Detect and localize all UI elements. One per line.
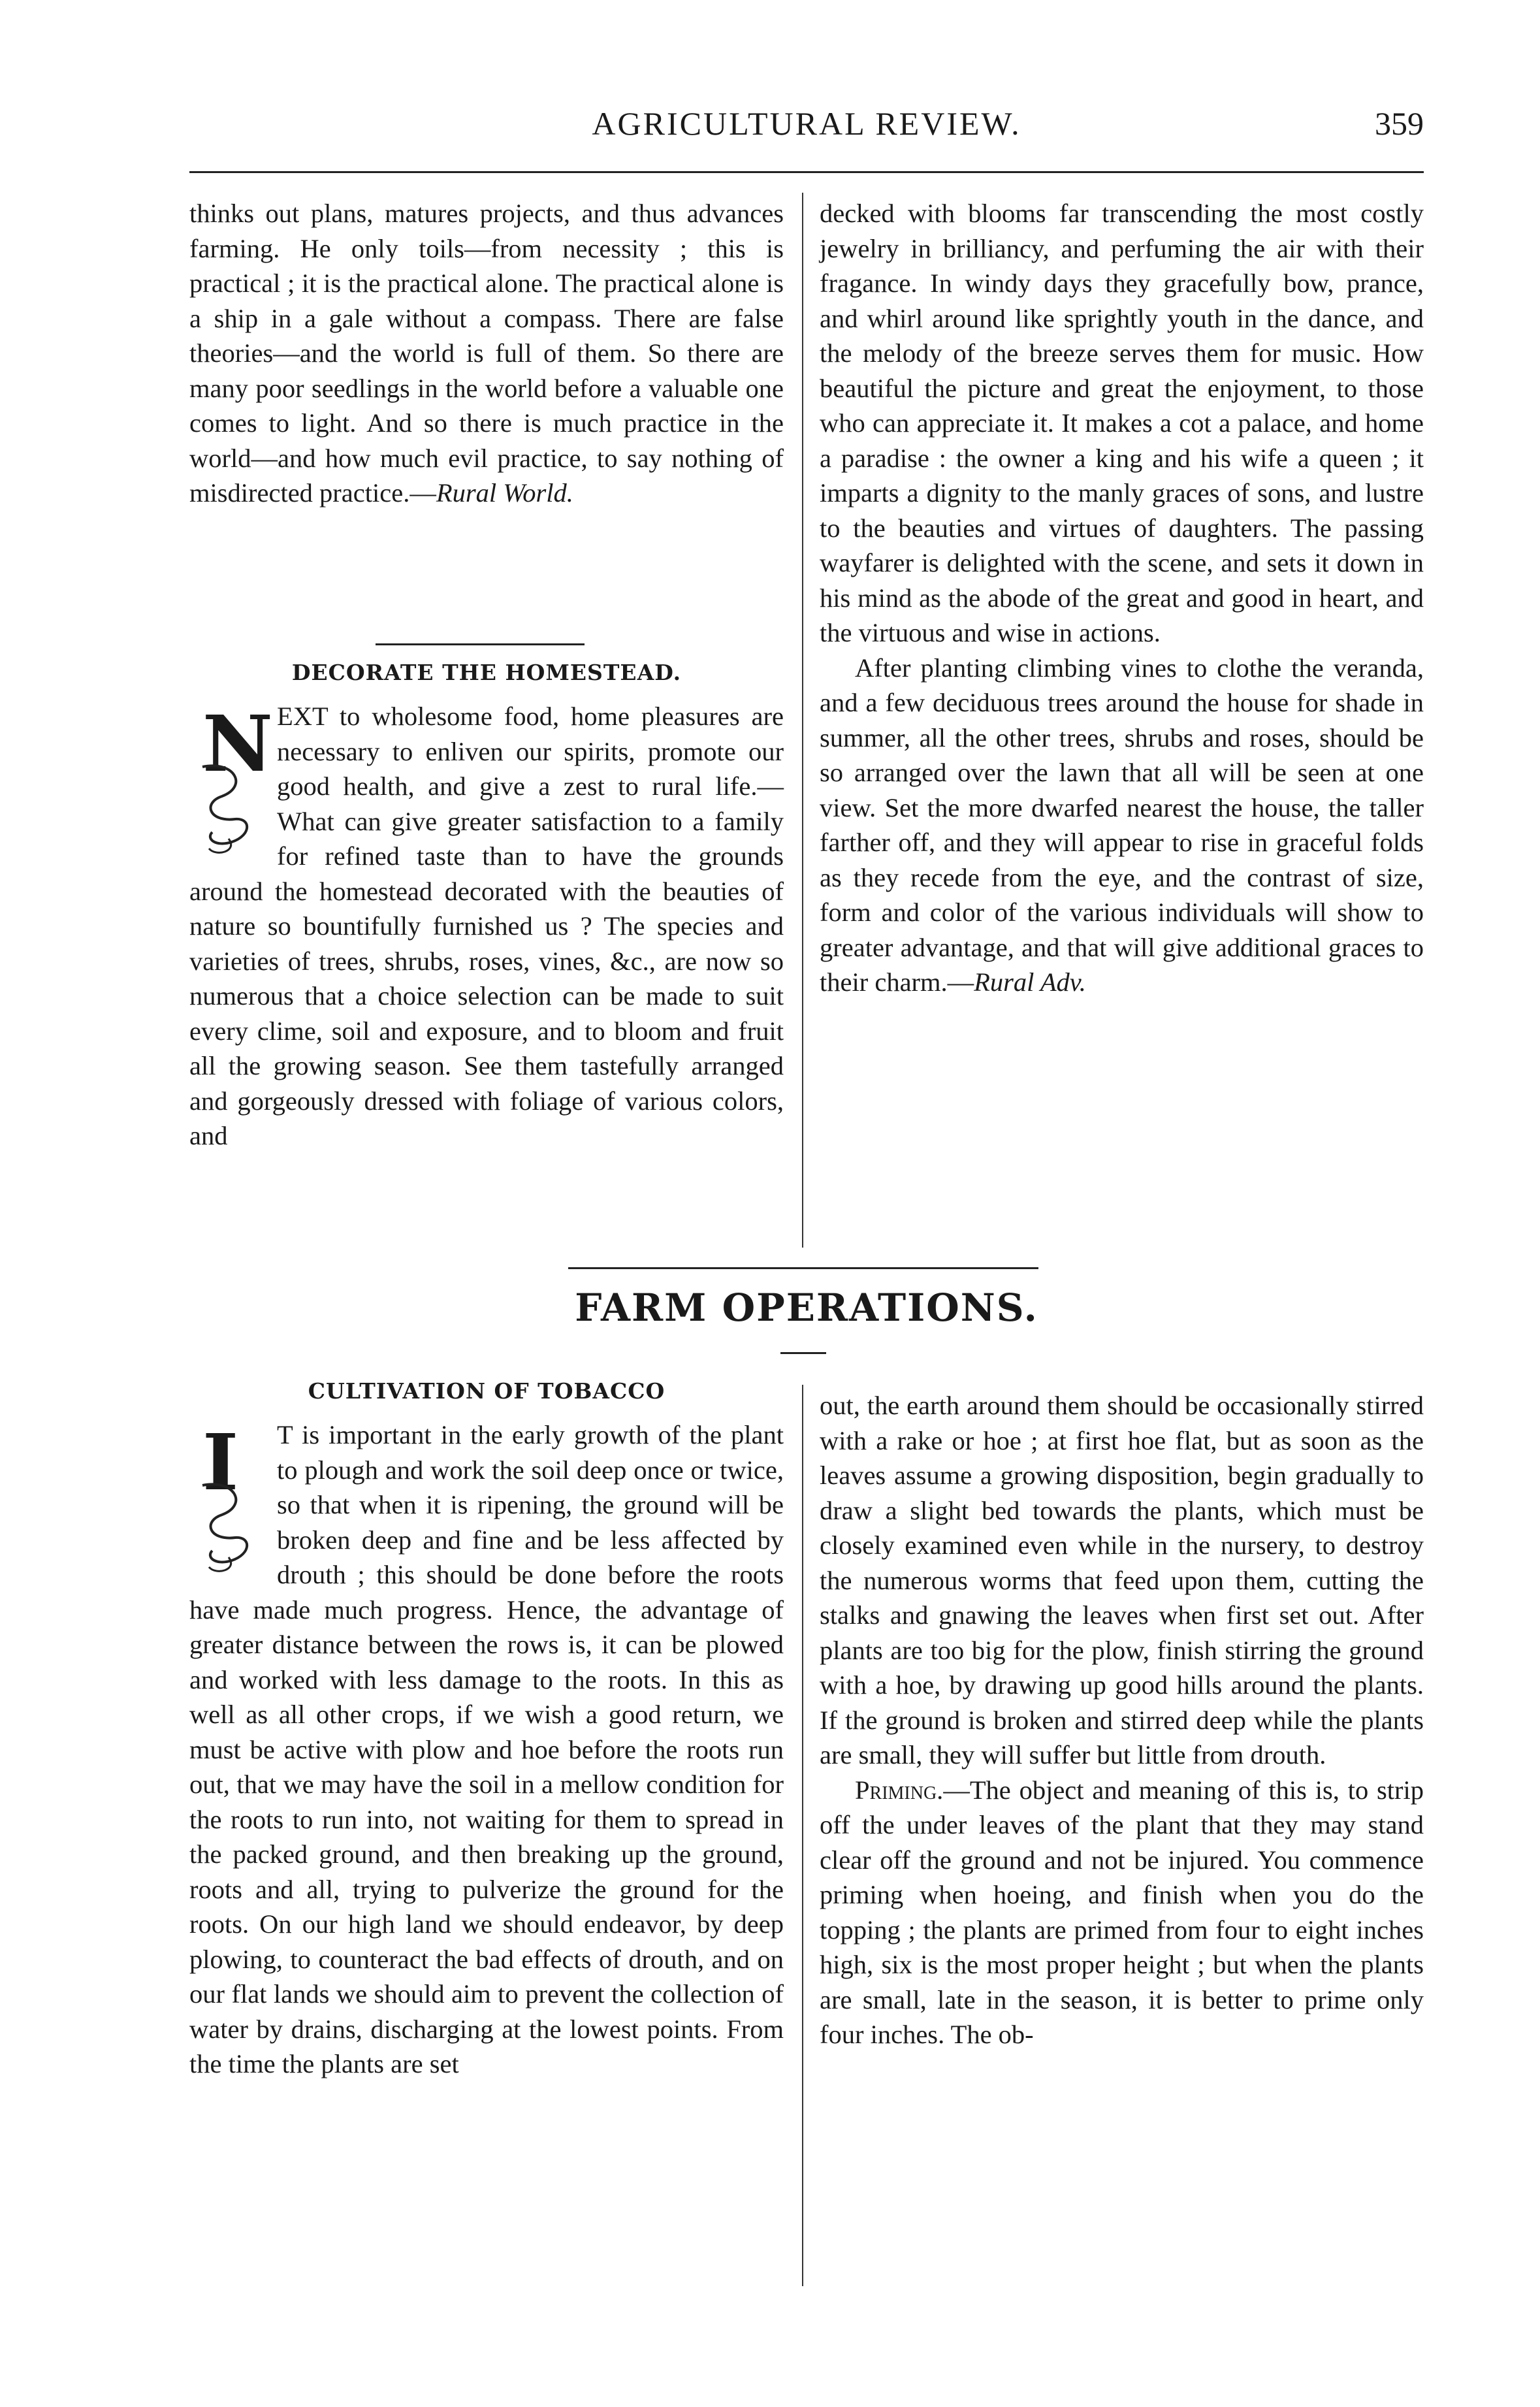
section-divider — [568, 1267, 1038, 1269]
decorate-right-paragraph-2: After planting climbing vines to clothe the veranda, and a few deciduous trees around the house for shade in summer, all the other trees, shrubs and roses, should be so arranged over the lawn that all will be seen at one view. Set the more dwarfed nearest the house, the taller farther off, and they will appear to rise in graceful folds as they recede from the eye, and the contrast of size, form and color of the various individuals will show to greater advantage, and that will give additional graces to their charm.—Rural Adv. — [820, 653, 1424, 997]
tobacco-left-column — [189, 1417, 784, 2082]
top-left-column — [189, 196, 784, 511]
source-credit-adv: Rural Adv. — [974, 967, 1086, 997]
priming-label: Priming. — [855, 1775, 944, 1805]
column-divider-lower — [802, 1385, 803, 2286]
journal-title: AGRICULTURAL REVIEW. — [592, 105, 1021, 142]
dropcap-ornament — [189, 698, 273, 865]
tobacco-right-column — [820, 1388, 1424, 2052]
header-rule — [189, 171, 1424, 173]
tobacco-left-paragraph: T is important in the early growth of the plant to plough and work the soil deep once or twice, so that when it is ripening, the ground will be broken deep and fine and be less affected by drouth ; this should be done before the roots have made much progress. Hence, the advantage of greater distance between the rows is, it can be plowed and worked with less damage to the roots. In this as well as all other crops, if we wish a good return, we must be active with plow and hoe before the roots run out, that we may have the soil in a mellow condition for the roots to run into, not waiting for them to spread in the packed ground, and then breaking up the ground, roots and all, trying to pulverize the ground for the roots. On our high land we should endeavor, by deep plowing, to counteract the bad effects of drouth, and on our flat lands we should aim to prevent the collection of water by drains, discharging at the lowest points. From the time the plants are set — [189, 1420, 784, 2078]
tobacco-right-paragraph-1: out, the earth around them should be occasionally stirred with a rake or hoe ; at first hoe flat, but as soon as the leaves assume a growing disposition, begin gradually to draw a slight bed towards the plants, which must be closely examined even while in the nursery, to destroy the numerous worms that feed upon them, cutting the stalks and gnawing the leaves when first set out. After plants are too big for the plow, finish stirring the ground with a hoe, by drawing up good hills around the plants. If the ground is broken and stirred deep while the plants are small, they will suffer but little from drouth. — [820, 1391, 1424, 1769]
page-number: 359 — [1375, 105, 1424, 142]
decorate-paragraph: EXT to wholesome food, home pleasures are necessary to enliven our spirits, promote our good health, and give a zest to rural life.—What can give greater satisfaction to a family for refined taste than to have the grounds around the homestead decorated with the beauties of nature so bountifully furnished us ? The species and varieties of trees, shrubs, roses, vines, &c., are now so numerous that a choice selection can be made to suit every clime, soil and exposure, and to bloom and fruit all the growing season. See them tastefully arranged and gorgeously dressed with foliage of various colors, and — [189, 702, 784, 1150]
dropcap-ornament-tobacco — [189, 1417, 268, 1583]
section-title-underline — [780, 1352, 826, 1354]
flourish-icon — [189, 1479, 261, 1577]
decorate-right-column — [820, 196, 1424, 1000]
source-credit: Rural World. — [436, 478, 573, 508]
flourish-icon — [189, 760, 261, 858]
tobacco-right-paragraph-2: Priming.—The object and meaning of this is, to strip off the under leaves of the plant that they may stand clear off the ground and not be injured. You commence priming when hoeing, and finish when you do the topping ; the plants are primed from four to eight inches high, six is the most proper height ; but when the plants are small, late in the season, it is better to prime only four inches. The ob- — [820, 1775, 1424, 2049]
article-divider — [376, 643, 585, 645]
continuation-paragraph: thinks out plans, matures projects, and thus advances farming. He only toils—from necessity ; this is practical ; it is the practical alone. The practical alone is a ship in a gale without a compass. There are false theories—and the world is full of them. So there are many poor seedlings in the world before a valuable one comes to light. And so there is much practice in the world—and how much evil practice, to say nothing of misdirected practice.—Rural World. — [189, 199, 784, 508]
running-head — [189, 105, 1424, 163]
article-heading-decorate: DECORATE THE HOMESTEAD. — [291, 660, 682, 685]
column-divider-upper — [802, 193, 803, 1248]
decorate-right-paragraph-1: decked with blooms far transcending the most costly jewelry in brilliancy, and perfuming the air with their fragance. In windy days they gracefully bow, prance, and whirl around like sprightly youth in the dance, and the melody of the breeze serves them for music. How beautiful the picture and great the enjoyment, to those who can appreciate it. It makes a cot a palace, and home a paradise : the owner a king and his wife a queen ; it imparts a dignity to the manly graces of sons, and lustre to the beauties and virtues of daughters. The passing wayfarer is delighted with the scene, and sets it down in his mind as the abode of the great and good in heart, and the virtuous and wise in actions. — [820, 199, 1424, 647]
section-title: FARM OPERATIONS. — [575, 1285, 1038, 1330]
article-heading-tobacco: CULTIVATION OF TOBACCO — [308, 1378, 666, 1404]
decorate-left-column — [189, 699, 784, 1154]
dropcap-letter-n: N — [202, 698, 273, 789]
dropcap-letter-i: I — [202, 1417, 239, 1508]
